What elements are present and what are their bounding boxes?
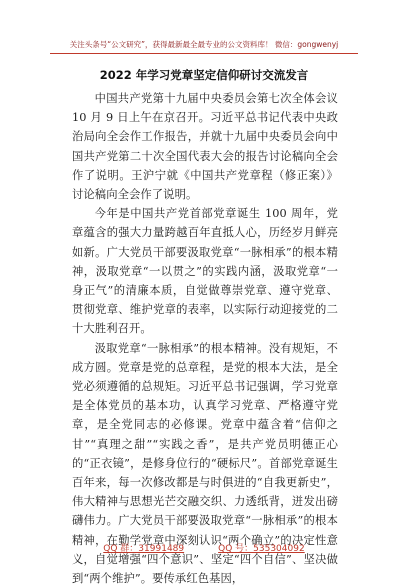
document-title: 2022 年学习党章坚定信仰研讨交流发言 — [99, 68, 309, 82]
header-divider — [50, 53, 358, 54]
footer-contact — [0, 541, 408, 554]
footer-qq-group: QQ 群：31991489 — [103, 544, 185, 554]
paragraph-2: 今年是中国共产党首部党章诞生 100 周年，党章蕴含的强大力量跨越百年直抵人心，历经岁月鲜亮如新。广大党员干部要汲取党章“一脉相承”的根本精神，汲取党章“一以贯之”的实践内涵，汲取党章“一身正气”的清廉本质，自觉做尊崇党章、遵守党章、贯彻党章、维护党章的表率，以实际行动迎接党的二十大胜利召开。 — [72, 207, 338, 336]
document-body — [72, 89, 338, 588]
footer-qq-number: QQ 号：535304092 — [218, 544, 305, 554]
paragraph-3: 汲取党章“一脉相承”的根本精神。没有规矩，不成方圆。党章是党的总章程，是党的根本大法，是全党必须遵循的总规矩。习近平总书记强调，学习党章是全体党员的基本功，认真学习党章、严格遵守党章，是全党同志的必修课。党章中蕴含着“信仰之甘”“真理之甜”“实践之香”，是共产党员明德正心的“正衣镜”，是修身位行的“硬标尺”。首部党章诞生百年来，每一次修改都是与时俱进的“自我更新史”，伟大精神与思想光芒交融交织、力透纸背，迸发出磅礴伟力。广大党员干部要汲取党章“一脉相承”的根本精神，在勤学党章中深刻认识“两个确立”的决定性意义，自觉增强“四个意识”、坚定“四个自信”、坚决做到“两个维护”。要传承红色基因， — [72, 341, 338, 586]
paragraph-1: 中国共产党第十九届中央委员会第七次全体会议 10 月 9 日上午在京召开。习近平总书记代表中央政治局向全会作工作报告，并就十九届中央委员会向中国共产党第二十次全国代表大会的报告讨论稿向全会作了说明。王沪宁就《中国共产党章程（修正案）》讨论稿向全会作了说明。 — [72, 92, 338, 202]
header-banner: 关注头条号“公文研究”，获得最新最全最专业的公文资料库！ 微信：gongwenyj — [69, 40, 339, 49]
